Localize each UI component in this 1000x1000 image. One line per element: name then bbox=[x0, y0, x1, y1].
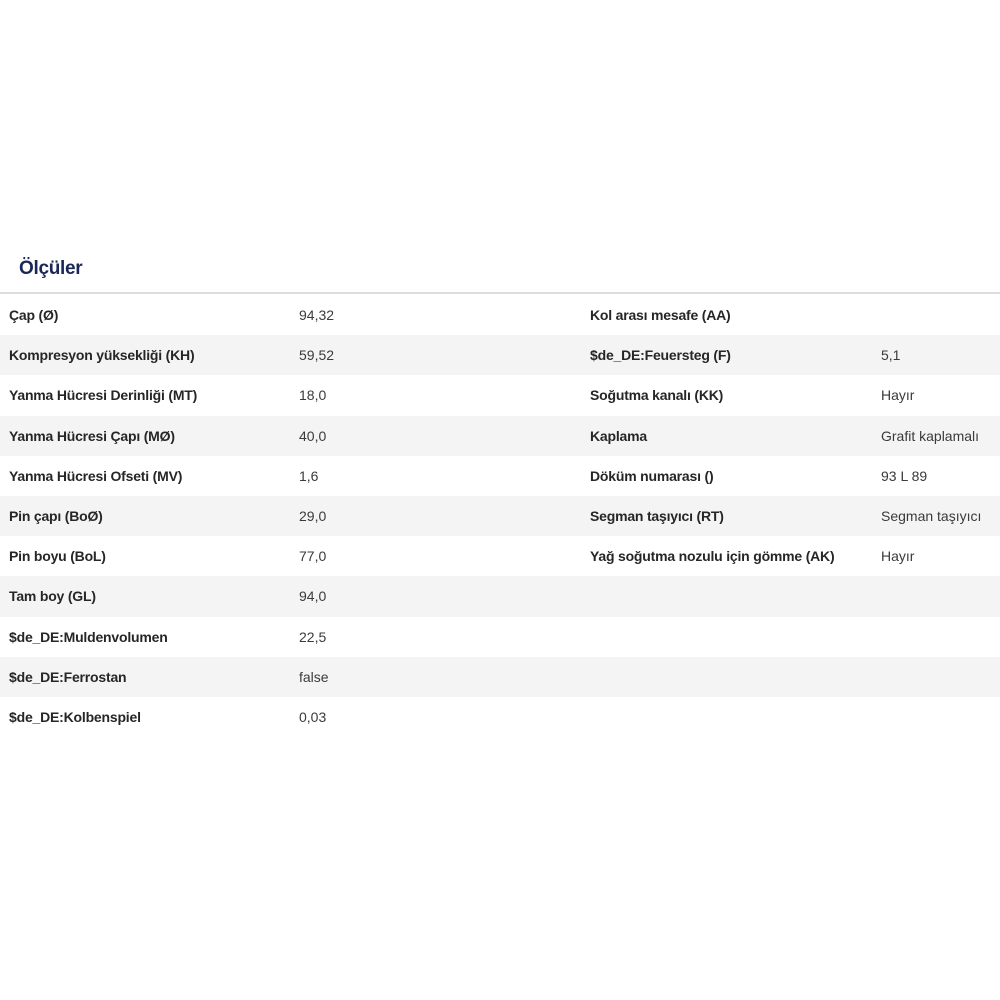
spec-value: 18,0 bbox=[299, 387, 327, 404]
spec-label: Tam boy (GL) bbox=[9, 588, 96, 605]
spec-row bbox=[0, 375, 1000, 415]
spec-value: 93 L 89 bbox=[881, 467, 928, 484]
spec-value: 5,1 bbox=[881, 347, 901, 364]
spec-label: Kol arası mesafe (AA) bbox=[590, 307, 731, 323]
spec-label: $de_DE:Ferrostan bbox=[9, 668, 127, 685]
spec-label: Yanma Hücresi Derinliği (MT) bbox=[9, 387, 198, 404]
spec-row bbox=[0, 697, 1000, 737]
spec-value: Hayır bbox=[881, 548, 915, 565]
spec-label: Yağ soğutma nozulu için gömme (AK) bbox=[590, 548, 835, 565]
spec-value: false bbox=[299, 668, 329, 685]
spec-label: Kompresyon yüksekliği (KH) bbox=[9, 347, 195, 364]
spec-value: Hayır bbox=[881, 387, 915, 404]
spec-label: Döküm numarası () bbox=[590, 467, 714, 484]
spec-value: 94,32 bbox=[299, 307, 335, 323]
spec-label: Yanma Hücresi Çapı (MØ) bbox=[9, 427, 175, 444]
spec-row bbox=[0, 617, 1000, 657]
spec-label: $de_DE:Muldenvolumen bbox=[9, 628, 168, 645]
spec-value: 40,0 bbox=[299, 427, 327, 444]
spec-row bbox=[0, 657, 1000, 697]
spec-row bbox=[0, 335, 1000, 375]
spec-row bbox=[0, 576, 1000, 616]
spec-row bbox=[0, 456, 1000, 496]
spec-value: 22,5 bbox=[299, 628, 327, 645]
spec-value: 1,6 bbox=[299, 467, 319, 484]
spec-row bbox=[0, 416, 1000, 456]
spec-value: 59,52 bbox=[299, 347, 335, 364]
spec-label: Soğutma kanalı (KK) bbox=[590, 387, 724, 404]
section-title: Ölçüler bbox=[19, 258, 83, 279]
title-divider bbox=[0, 292, 1000, 294]
spec-value: 0,03 bbox=[299, 708, 327, 725]
spec-label: Yanma Hücresi Ofseti (MV) bbox=[9, 467, 183, 484]
spec-row bbox=[0, 295, 1000, 335]
spec-label: Kaplama bbox=[590, 427, 647, 444]
spec-label: Çap (Ø) bbox=[9, 307, 59, 323]
spec-label: Segman taşıyıcı (RT) bbox=[590, 507, 724, 524]
spec-value: 77,0 bbox=[299, 548, 327, 565]
spec-value: Segman taşıyıcı bbox=[881, 507, 982, 524]
spec-label: $de_DE:Kolbenspiel bbox=[9, 708, 141, 725]
spec-label: $de_DE:Feuersteg (F) bbox=[590, 347, 731, 364]
spec-table bbox=[0, 295, 1000, 737]
spec-value: 94,0 bbox=[299, 588, 327, 605]
spec-row bbox=[0, 496, 1000, 536]
spec-value: 29,0 bbox=[299, 507, 327, 524]
spec-label: Pin çapı (BoØ) bbox=[9, 507, 103, 524]
spec-row bbox=[0, 536, 1000, 576]
spec-value: Grafit kaplamalı bbox=[881, 427, 980, 444]
spec-label: Pin boyu (BoL) bbox=[9, 548, 106, 565]
